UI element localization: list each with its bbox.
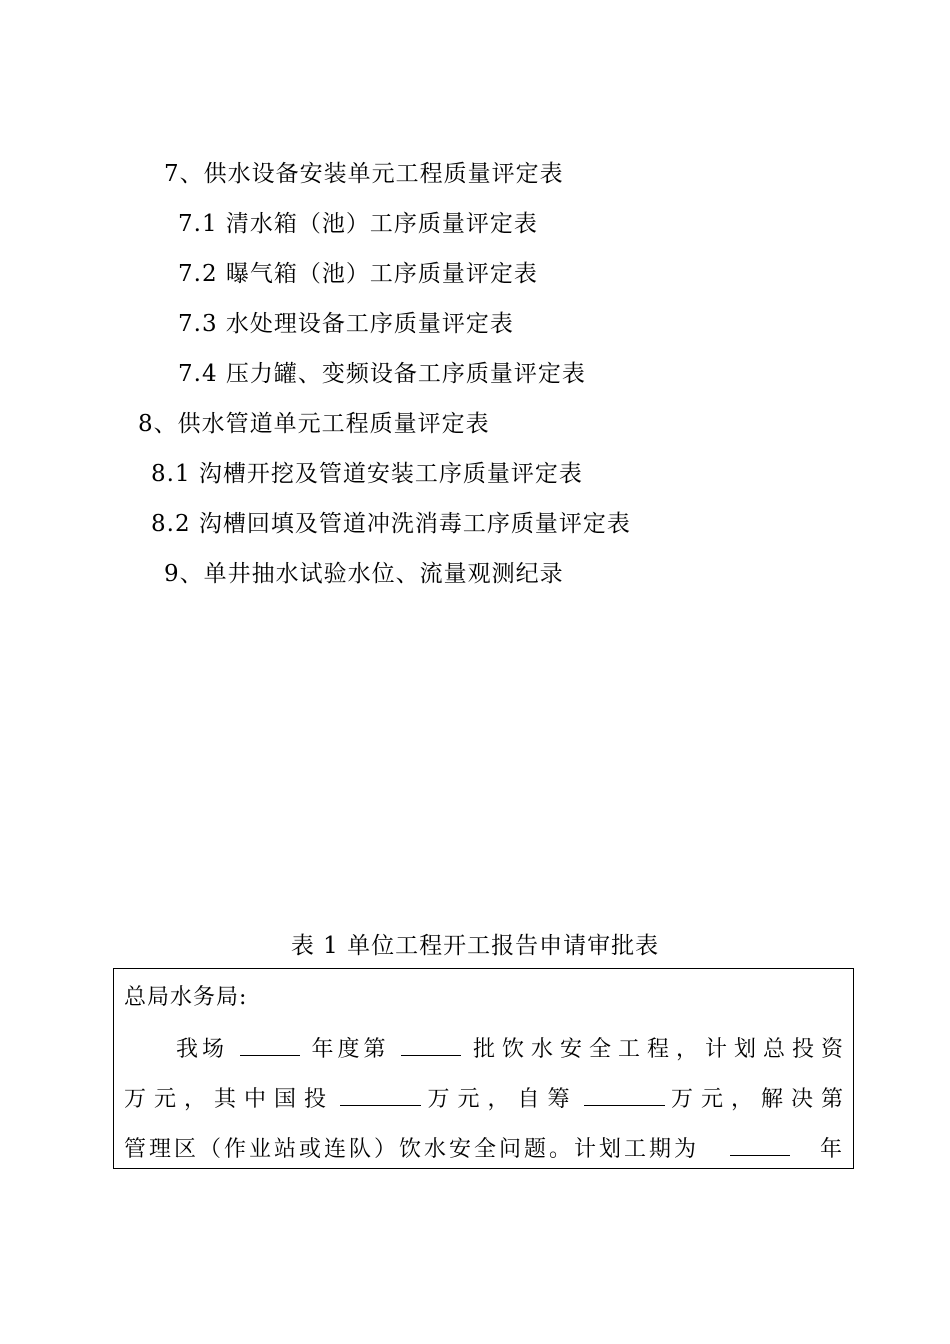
toc-item-7-4: 7.4 压力罐、变频设备工序质量评定表 xyxy=(178,361,586,387)
form-line-2 xyxy=(124,1083,851,1115)
application-form xyxy=(113,968,854,1169)
addressee: 总局水务局: xyxy=(124,985,248,1010)
toc-item-7: 7、供水设备安装单元工程质量评定表 xyxy=(164,161,564,187)
toc-item-8-2: 8.2 沟槽回填及管道冲洗消毒工序质量评定表 xyxy=(151,511,631,537)
table-title: 表 1 单位工程开工报告申请审批表 xyxy=(290,933,660,959)
toc-item-7-1: 7.1 清水箱（池）工序质量评定表 xyxy=(178,211,538,237)
toc-item-7-3: 7.3 水处理设备工序质量评定表 xyxy=(178,311,514,337)
toc-item-8-1: 8.1 沟槽开挖及管道安装工序质量评定表 xyxy=(151,461,583,487)
state-investment-blank[interactable] xyxy=(340,1083,421,1106)
line1-text-2: 年度第 xyxy=(311,1037,390,1062)
line3-text-2: 年 xyxy=(819,1137,843,1162)
self-funding-blank[interactable] xyxy=(584,1083,665,1106)
line1-text-3: 批饮水安全工程，计划总投资 xyxy=(472,1037,850,1062)
toc-item-7-2: 7.2 曝气箱（池）工序质量评定表 xyxy=(178,261,538,287)
duration-blank[interactable] xyxy=(730,1133,790,1156)
batch-blank[interactable] xyxy=(401,1033,461,1056)
line3-text-1: 管理区（作业站或连队）饮水安全问题。计划工期为 xyxy=(124,1137,700,1162)
form-line-3 xyxy=(124,1133,843,1165)
toc-item-8: 8、供水管道单元工程质量评定表 xyxy=(138,411,490,437)
form-line-1 xyxy=(176,1033,850,1065)
year-blank[interactable] xyxy=(240,1033,300,1056)
line2-text-2: 万元，自筹 xyxy=(427,1087,578,1112)
addressee-line xyxy=(124,983,843,1013)
line2-text-1: 万元，其中国投 xyxy=(124,1087,335,1112)
line2-text-3: 万元，解决第 xyxy=(670,1087,851,1112)
toc-item-9: 9、单井抽水试验水位、流量观测纪录 xyxy=(164,561,564,587)
line1-text-1: 我场 xyxy=(176,1037,229,1062)
